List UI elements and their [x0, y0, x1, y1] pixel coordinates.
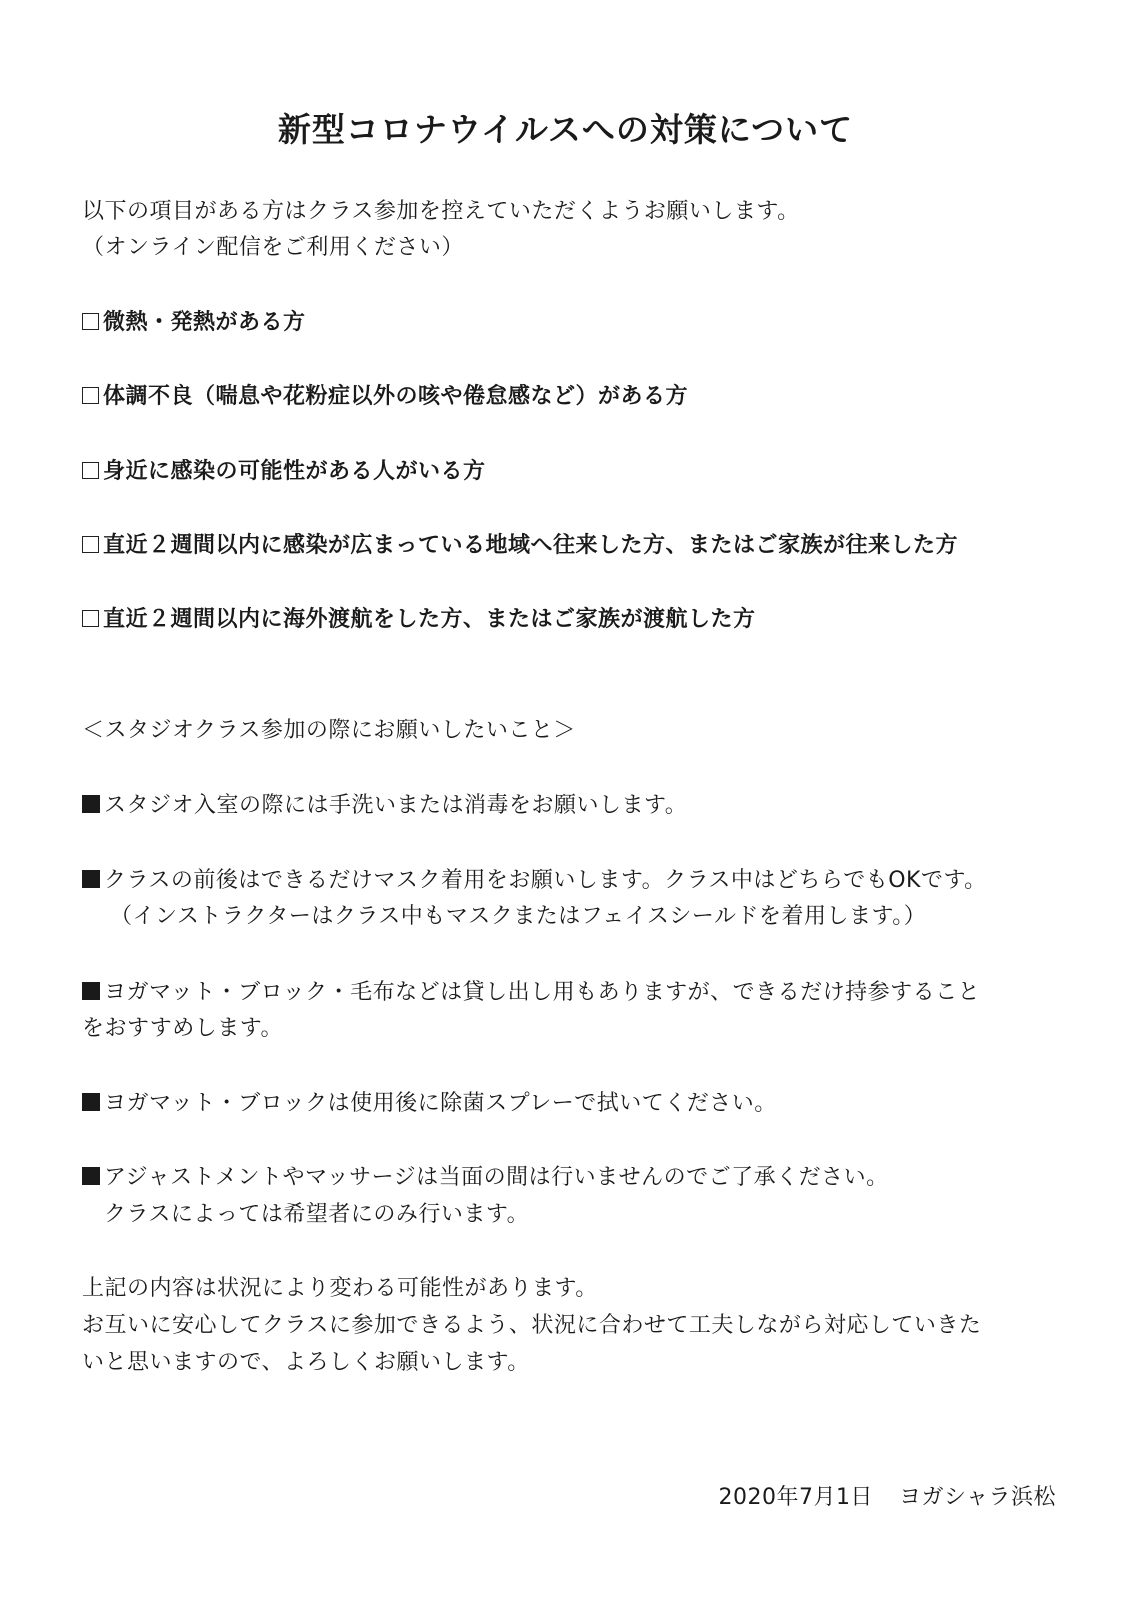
checklist-item-label: 身近に感染の可能性がある人がいる方 — [103, 459, 486, 484]
square-bullet-icon — [82, 870, 100, 888]
closing-line-2: お互いに安心してクラスに参加できるよう、状況に合わせて工夫しながら対応していきた — [82, 1313, 982, 1338]
checklist-item-label: 微熱・発熱がある方 — [103, 310, 306, 335]
signature-name: ヨガシャラ浜松 — [898, 1485, 1056, 1510]
checklist-item — [82, 308, 306, 338]
closing-line-1: 上記の内容は状況により変わる可能性があります。 — [82, 1276, 598, 1301]
request-line: クラスの前後はできるだけマスク着用をお願いします。クラス中はどちらでもOKです。 — [104, 868, 987, 893]
checklist-item — [82, 531, 958, 561]
intro-line-2: （オンライン配信をご利用ください） — [82, 235, 464, 260]
request-item — [82, 1089, 777, 1119]
section-heading: ＜スタジオクラス参加の際にお願いしたいこと＞ — [82, 718, 576, 743]
request-item — [82, 978, 980, 1008]
request-line: ヨガマット・ブロックは使用後に除菌スプレーで拭いてください。 — [104, 1091, 777, 1116]
checkbox-icon — [82, 462, 99, 479]
square-bullet-icon — [82, 1093, 100, 1111]
page-title: 新型コロナウイルスへの対策について — [277, 110, 854, 149]
request-line: アジャストメントやマッサージは当面の間は行いませんのでご了承ください。 — [104, 1165, 889, 1190]
checklist-item — [82, 382, 688, 412]
square-bullet-icon — [82, 982, 100, 1000]
request-line: スタジオ入室の際には手洗いまたは消毒をお願いします。 — [104, 793, 688, 818]
square-bullet-icon — [82, 1167, 100, 1185]
closing-line-3: いと思いますので、よろしくお願いします。 — [82, 1350, 530, 1375]
checklist-item-label: 直近２週間以内に海外渡航をした方、またはご家族が渡航した方 — [103, 607, 756, 632]
request-line: ヨガマット・ブロック・毛布などは貸し出し用もありますが、できるだけ持参すること — [104, 980, 981, 1005]
checkbox-icon — [82, 387, 99, 404]
request-line-continued: クラスによっては希望者にのみ行います。 — [104, 1202, 530, 1227]
square-bullet-icon — [82, 795, 100, 813]
request-item — [82, 1163, 889, 1193]
checklist-item — [82, 605, 756, 635]
checkbox-icon — [82, 313, 99, 330]
checkbox-icon — [82, 536, 99, 553]
intro-line-1: 以下の項目がある方はクラス参加を控えていただくようお願いします。 — [82, 199, 800, 224]
request-line-continued: （インストラクターはクラス中もマスクまたはフェイスシールドを着用します。） — [110, 904, 927, 929]
request-item — [82, 866, 987, 896]
checklist-item — [82, 457, 486, 487]
checkbox-icon — [82, 610, 99, 627]
signature-date: 2020年7月1日 — [718, 1485, 873, 1510]
request-line-continued: をおすすめします。 — [82, 1016, 283, 1041]
checklist-item-label: 体調不良（喘息や花粉症以外の咳や倦怠感など）がある方 — [103, 384, 689, 409]
request-item — [82, 791, 687, 821]
checklist-item-label: 直近２週間以内に感染が広まっている地域へ往来した方、またはご家族が往来した方 — [103, 533, 959, 558]
signature — [718, 1483, 1056, 1513]
